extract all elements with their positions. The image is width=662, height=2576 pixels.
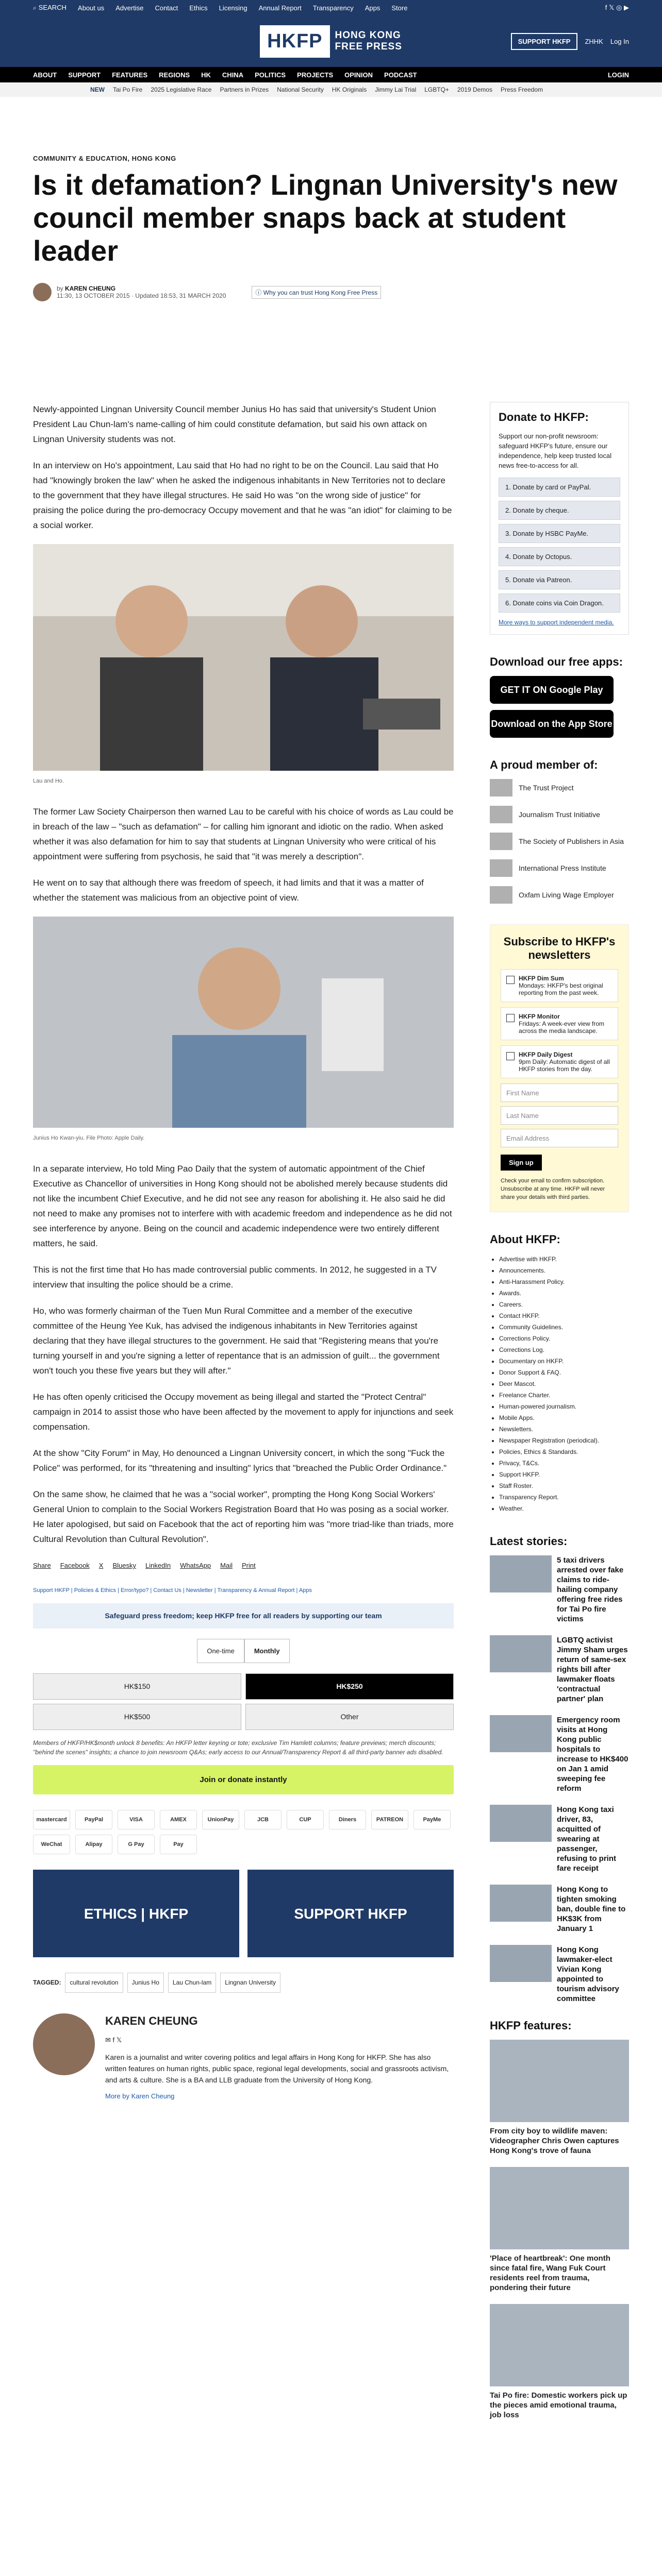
author-avatar[interactable] <box>33 283 52 301</box>
feature-headline[interactable]: From city boy to wildlife maven: Videographer Chris Owen captures Hong Kong's trove of fauna <box>490 2127 619 2155</box>
masthead <box>0 15 662 67</box>
more-ways-link[interactable]: More ways to support independent media. <box>499 619 614 626</box>
author-bio-name[interactable]: KAREN CHEUNG <box>105 2014 198 2027</box>
more-by-author-link[interactable]: More by Karen Cheung <box>105 2092 175 2100</box>
subnav-item[interactable]: HK Originals <box>332 86 367 93</box>
about-title: About HKFP: <box>490 1233 560 1246</box>
about-item[interactable]: • Human-powered journalism. <box>499 1401 629 1412</box>
member-logo <box>490 833 512 850</box>
share-linkedin[interactable]: LinkedIn <box>145 1562 171 1569</box>
share-mail[interactable]: Mail <box>220 1562 233 1569</box>
subnav-item[interactable]: National Security <box>277 86 324 93</box>
donate-option-payme[interactable]: 3. Donate by HSBC PayMe. <box>499 524 620 543</box>
info-icon: ⓘ <box>255 289 263 296</box>
paragraph: In a separate interview, Ho told Ming Pao Daily that the system of automatic appointment of the Chief Executive as Chancellor of universities in Hong Kong should not be abolished merely because students did not like the incumbent Chief Executive, and he did not see any reason for abolishing it. He also said he did not need to make any promises not to interfere with with academic freedom and independence as he did not see interference by anyone. Being on the council and academic independence were two entirely different matters, he said. <box>33 1164 452 1248</box>
ethics-banner[interactable]: ETHICS | HKFP <box>33 1870 239 1957</box>
share-x[interactable]: X <box>98 1562 104 1569</box>
latest-story[interactable] <box>490 1805 629 1873</box>
category-kicker[interactable]: COMMUNITY & EDUCATION, HONG KONG <box>33 155 176 162</box>
first-name-field[interactable]: First Name <box>501 1083 618 1102</box>
freq-monthly[interactable]: Monthly <box>244 1639 290 1663</box>
latest-story[interactable] <box>490 1635 629 1704</box>
about-list <box>490 1253 629 1514</box>
paragraph: At the show "City Forum" in May, Ho denounced a Lingnan University concert, in which the song "Fuck the Police" was performed, for its "threatening and insulting" lyrics that "breached the Public Order Ordinance." <box>33 1448 447 1473</box>
join-donate-button[interactable]: Join or donate instantly <box>33 1765 454 1794</box>
paragraph: On the same show, he claimed that he was a "social worker", prompting the Hong Kong Social Workers' General Union to complain to the Social Workers Registration Board that Ho was posing as a social worker. He later apologised, but said on Facebook that the act of reporting him was "more triad-like than triads, more Cultural Revolution than Cultural Revolution". <box>33 1489 454 1544</box>
article-body <box>33 402 454 2104</box>
about-link[interactable]: About us <box>77 4 105 12</box>
paragraph: The former Law Society Chairperson then warned Lau to be careful with his choice of words as Lau could be in breach of the law – "such as defamation" – for calling him ignorant and idiotic on the radio. When asked whether it was also defamation for him to say that students at Lingnan University who were critical of his appointment were suffering from psychosis, he said that "it was merely a description". <box>33 807 454 861</box>
donate-banner[interactable]: Safeguard press freedom; keep HKFP free for all readers by supporting our team <box>33 1603 454 1629</box>
donate-title: Donate to HKFP: <box>499 411 589 423</box>
main-nav <box>0 67 662 82</box>
email-field[interactable]: Email Address <box>501 1129 618 1147</box>
author-social-icons[interactable]: ✉ f 𝕏 <box>105 2036 122 2044</box>
share-bluesky[interactable]: Bluesky <box>112 1562 136 1569</box>
publish-date: 11:30, 13 OCTOBER 2015 · Updated 18:53, 31 MARCH 2020 <box>57 292 226 299</box>
transparency-link[interactable]: Transparency <box>312 4 354 12</box>
latest-story[interactable] <box>490 1945 629 2004</box>
paragraph: He has often openly criticised the Occupy movement as being illegal and started the "Protect Central" campaign in 2014 to assist those who have been affected by the movement to apply for injunctions and seek compensation. <box>33 1392 454 1432</box>
advertise-link[interactable]: Advertise <box>115 4 144 12</box>
story-headline[interactable]: LGBTQ activist Jimmy Sham urges return of same-sex rights bill after lawmaker floats 'contractual partner' plan <box>557 1636 628 1703</box>
support-links-row[interactable]: Support HKFP | Policies & Ethics | Error/typo? | Contact Us | Newsletter | Transparency & Annual Report | Apps <box>33 1587 312 1594</box>
amount-250[interactable]: HK$250 <box>245 1673 454 1700</box>
contact-link[interactable]: Contact <box>155 4 178 12</box>
freq-one-time[interactable]: One-time <box>197 1639 244 1663</box>
features-title: HKFP features: <box>490 2019 572 2032</box>
subnav-item[interactable]: 2019 Demos <box>457 86 492 93</box>
latest-stories <box>490 1555 629 2004</box>
newsletter-option[interactable]: HKFP Dim Sum Mondays: HKFP's best original reporting from the past week. <box>501 969 618 1002</box>
author-photo[interactable] <box>33 2013 95 2075</box>
member-logo <box>490 806 512 823</box>
about-item[interactable]: • Freelance Charter. <box>499 1389 629 1401</box>
about-item[interactable]: • Announcements. <box>499 1265 629 1276</box>
nav-politics[interactable]: POLITICS <box>255 71 286 79</box>
article-title: Is it defamation? Lingnan University's new council member snaps back at student leader <box>33 168 618 267</box>
latest-title: Latest stories: <box>490 1535 568 1548</box>
about-item[interactable]: • Support HKFP. <box>499 1469 629 1480</box>
nav-login[interactable]: LOGIN <box>607 71 629 79</box>
apps-link[interactable]: Apps <box>365 4 380 12</box>
tag[interactable]: Lingnan University <box>220 1973 280 1993</box>
signup-button[interactable]: Sign up <box>501 1155 542 1171</box>
about-item[interactable]: • Corrections Log. <box>499 1344 629 1355</box>
newsletter-title: Subscribe to HKFP's newsletters <box>503 935 616 961</box>
top-utility-bar <box>0 0 662 15</box>
tag[interactable]: Lau Chun-lam <box>168 1973 216 1993</box>
about-item[interactable]: • Newspaper Registration (periodical). <box>499 1435 629 1446</box>
tags-row <box>33 1973 454 1993</box>
about-item[interactable]: • Anti-Harassment Policy. <box>499 1276 629 1287</box>
gpay-icon: G Pay <box>118 1835 155 1854</box>
feature-story[interactable] <box>490 2167 629 2293</box>
support-hkfp-button[interactable]: SUPPORT HKFP <box>511 33 578 50</box>
applepay-icon: Pay <box>160 1835 197 1854</box>
tag[interactable]: Junius Ho <box>127 1973 164 1993</box>
features-list <box>490 2040 629 2420</box>
donate-option-cheque[interactable]: 2. Donate by cheque. <box>499 501 620 520</box>
nav-about[interactable]: ABOUT <box>33 71 57 79</box>
sidebar <box>490 402 629 2431</box>
trust-link[interactable]: ⓘ Why you can trust Hong Kong Free Press <box>252 286 381 299</box>
ethics-link[interactable]: Ethics <box>189 4 208 12</box>
story-headline[interactable]: Hong Kong to tighten smoking ban, double fine to HK$3K from January 1 <box>557 1885 626 1933</box>
byline <box>33 283 629 301</box>
nav-hk[interactable]: HK <box>201 71 211 79</box>
donate-option-coins[interactable]: 6. Donate coins via Coin Dragon. <box>499 594 620 613</box>
alipay-icon: Alipay <box>75 1835 112 1854</box>
unionpay-icon: UnionPay <box>202 1810 239 1829</box>
member-org[interactable]: Oxfam Living Wage Employer <box>490 886 629 904</box>
member-title: A proud member of: <box>490 758 598 771</box>
tags-label: TAGGED: <box>33 1979 61 1986</box>
story-headline[interactable]: Hong Kong lawmaker-elect Vivian Kong appointed to tourism advisory committee <box>557 1945 619 2003</box>
nav-support[interactable]: SUPPORT <box>68 71 101 79</box>
story-headline[interactable]: Emergency room visits at Hong Kong public hospitals to increase to HK$400 on Jan 1 amid sweeping fee reform <box>557 1716 628 1793</box>
logo-text: HONG KONG FREE PRESS <box>335 30 402 52</box>
story-thumbnail[interactable] <box>490 1945 552 1982</box>
search-link[interactable]: ⌕ SEARCH <box>33 4 67 11</box>
story-thumbnail[interactable] <box>490 1805 552 1842</box>
amex-icon: AMEX <box>160 1810 197 1829</box>
about-item[interactable]: • Weather. <box>499 1503 629 1514</box>
about-item[interactable]: • Newsletters. <box>499 1423 629 1435</box>
feature-headline[interactable]: Tai Po fire: Domestic workers pick up the pieces amid emotional trauma, job loss <box>490 2391 627 2419</box>
newsletter-box <box>490 924 629 1212</box>
story-headline[interactable]: 5 taxi drivers arrested over fake claims to ride-hailing company offering free rides for Tai Po fire victims <box>557 1556 624 1623</box>
donate-option-patreon[interactable]: 5. Donate via Patreon. <box>499 570 620 589</box>
amount-150[interactable]: HK$150 <box>33 1673 241 1700</box>
amount-500[interactable]: HK$500 <box>33 1704 241 1730</box>
story-thumbnail[interactable] <box>490 1635 552 1672</box>
nav-china[interactable]: CHINA <box>222 71 244 79</box>
author-name[interactable]: KAREN CHEUNG <box>65 285 116 292</box>
share-label: Share <box>33 1562 51 1569</box>
member-logo <box>490 886 512 904</box>
story-thumbnail[interactable] <box>490 1715 552 1752</box>
donation-amounts <box>33 1673 454 1730</box>
sub-nav <box>0 82 662 97</box>
feature-image[interactable] <box>490 2040 629 2122</box>
donate-text: Support our non-profit newsroom: safeguard HKFP's future, ensure our independence, help keep trusted local news free-to-access for all. <box>499 432 611 469</box>
about-item[interactable]: • Transparency Report. <box>499 1492 629 1503</box>
about-item[interactable]: • Staff Roster. <box>499 1480 629 1492</box>
donate-option-octopus[interactable]: 4. Donate by Octopus. <box>499 547 620 566</box>
feature-headline[interactable]: 'Place of heartbreak': One month since fatal fire, Wang Fuk Court residents reel from trauma, pondering their future <box>490 2254 610 2292</box>
licensing-link[interactable]: Licensing <box>219 4 247 12</box>
language-toggle[interactable]: ZHHK <box>585 38 603 45</box>
nav-podcast[interactable]: PODCAST <box>384 71 417 79</box>
member-org[interactable]: International Press Institute <box>490 859 629 877</box>
hkfp-logo[interactable] <box>260 25 402 58</box>
share-whatsapp[interactable]: WhatsApp <box>180 1562 211 1569</box>
story-headline[interactable]: Hong Kong taxi driver, 83, acquitted of swearing at passenger, refusing to print fare receipt <box>557 1805 616 1873</box>
checkbox[interactable] <box>506 1052 515 1060</box>
nav-opinion[interactable]: OPINION <box>344 71 373 79</box>
about-item[interactable]: • Awards. <box>499 1287 629 1299</box>
amount-other[interactable]: Other <box>245 1704 454 1730</box>
login-link[interactable]: Log In <box>610 38 629 45</box>
store-link[interactable]: Store <box>391 4 408 12</box>
photo-illustration <box>33 544 454 771</box>
donation-frequency <box>33 1639 454 1663</box>
paragraph: He went on to say that although there was freedom of speech, it had limits and that it was a matter of whether the statement was malicious from an objective point of view. <box>33 878 424 903</box>
donate-box <box>490 402 629 635</box>
paragraph: Ho, who was formerly chairman of the Tuen Mun Rural Committee and a member of the executive committee of the Heung Yee Kuk, has advised the indigenous inhabitants in New Territories against declaring that they have illegal structures to the government. He said that "Registering means that you're turning yourself in and you're signing a letter of repentance that is an admission of guilt... the government won't touch you these five years but they will after." <box>33 1306 440 1376</box>
newsletter-option[interactable]: HKFP Daily Digest 9pm Daily: Automatic digest of all HKFP stories from the day. <box>501 1045 618 1078</box>
wechat-icon: WeChat <box>33 1835 70 1854</box>
annual-report-link[interactable]: Annual Report <box>258 4 302 12</box>
about-item[interactable]: • Mobile Apps. <box>499 1412 629 1423</box>
jcb-icon: JCB <box>244 1810 282 1829</box>
about-item[interactable]: • Corrections Policy. <box>499 1333 629 1344</box>
social-icons[interactable]: f 𝕏 ◎ ▶ <box>605 4 629 11</box>
promo-banners <box>33 1870 454 1957</box>
diners-icon: Diners <box>329 1810 366 1829</box>
member-org[interactable]: The Society of Publishers in Asia <box>490 833 629 850</box>
subnav-item[interactable]: Partners in Prizes <box>220 86 269 93</box>
logo-mark: HKFP <box>260 25 329 58</box>
about-item[interactable]: • Documentary on HKFP. <box>499 1355 629 1367</box>
about-item[interactable]: • Donor Support & FAQ. <box>499 1367 629 1378</box>
member-logo <box>490 779 512 796</box>
member-org[interactable]: The Trust Project <box>490 779 629 796</box>
nav-projects[interactable]: PROJECTS <box>297 71 334 79</box>
article-photo-junius-ho <box>33 917 454 1128</box>
member-logo <box>490 859 512 877</box>
paragraph: This is not the first time that Ho has made controversial public comments. In 2012, he suggested in a TV interview that insulting the police should be a crime. <box>33 1265 437 1290</box>
subnav-item[interactable]: Tai Po Fire <box>113 86 143 93</box>
about-item[interactable]: • Careers. <box>499 1299 629 1310</box>
about-item[interactable]: • Policies, Ethics & Standards. <box>499 1446 629 1458</box>
subnav-item[interactable]: LGBTQ+ <box>424 86 449 93</box>
cup-icon: CUP <box>287 1810 324 1829</box>
share-bar <box>33 1558 454 1573</box>
subnav-item[interactable]: Press Freedom <box>500 86 543 93</box>
latest-story[interactable] <box>490 1555 629 1624</box>
share-print[interactable]: Print <box>241 1562 256 1569</box>
paragraph: In an interview on Ho's appointment, Lau said that Ho had no right to be on the Council. Lau said that Ho had "knowingly broken the law" when he asked the indigenous inhabitants in New Territories not to declare to the government that they have illegal structures. He said Ho was "on the wrong side of justice" for praising the police during the pro-democracy Occupy movement and that he was "an idiot" for claiming to be a social worker. <box>33 461 452 530</box>
tag[interactable]: cultural revolution <box>65 1973 123 1993</box>
checkbox[interactable] <box>506 1014 515 1022</box>
google-play-badge[interactable]: GET IT ON Google Play <box>490 676 614 704</box>
app-store-badge[interactable]: Download on the App Store <box>490 710 614 738</box>
story-thumbnail[interactable] <box>490 1885 552 1922</box>
feature-image[interactable] <box>490 2304 629 2386</box>
about-item[interactable]: • Deer Mascot. <box>499 1378 629 1389</box>
article-header <box>33 155 629 301</box>
subnav-item[interactable]: 2025 Legislative Race <box>151 86 212 93</box>
newsletter-option[interactable]: HKFP Monitor Fridays: A week-ever view from across the media landscape. <box>501 1007 618 1040</box>
new-badge: NEW <box>90 86 105 93</box>
search-icon: ⌕ <box>33 4 37 11</box>
about-item[interactable]: • Advertise with HKFP. <box>499 1253 629 1265</box>
donate-option-card[interactable]: 1. Donate by card or PayPal. <box>499 478 620 497</box>
subnav-item[interactable]: Jimmy Lai Trial <box>375 86 417 93</box>
visa-icon: VISA <box>118 1810 155 1829</box>
article-photo-lau-and-ho <box>33 544 454 771</box>
author-bio <box>33 2013 454 2104</box>
about-item[interactable]: • Community Guidelines. <box>499 1321 629 1333</box>
member-org[interactable]: Journalism Trust Initiative <box>490 806 629 823</box>
feature-story[interactable] <box>490 2040 629 2156</box>
nav-regions[interactable]: REGIONS <box>159 71 190 79</box>
support-banner[interactable]: SUPPORT HKFP <box>247 1870 454 1957</box>
nav-features[interactable]: FEATURES <box>112 71 148 79</box>
apps-title: Download our free apps: <box>490 655 623 668</box>
photo-caption: Lau and Ho. <box>33 778 64 784</box>
checkbox[interactable] <box>506 976 515 984</box>
about-item[interactable]: • Contact HKFP. <box>499 1310 629 1321</box>
patreon-icon: PATREON <box>371 1810 408 1829</box>
author-bio-text: Karen is a journalist and writer covering politics and legal affairs in Hong Kong for HKFP. She has also written features on human rights, public space, regional legal developments, social and grassroots activism, and arts & culture. She is a BA and LLB graduate from the University of Hong Kong. <box>105 2053 449 2084</box>
paragraph: Newly-appointed Lingnan University Council member Junius Ho has said that university's Student Union President Lau Chun-lam's name-calling of him could constitute defamation, but said his own attack on Lingnan University students was not. <box>33 404 436 444</box>
about-item[interactable]: • Privacy, T&Cs. <box>499 1458 629 1469</box>
paypal-icon: PayPal <box>75 1810 112 1829</box>
by-label: by <box>57 285 63 292</box>
newsletter-note: Check your email to confirm subscription. Unsubscribe at any time. HKFP will never share your details with third parties. <box>501 1178 605 1200</box>
member-benefits-note: Members of HKFP/HK$month unlock 8 benefits: An HKFP letter keyring or tote; exclusive Tim Hamlett columns; feature previews; merch discounts; "behind the scenes" insights; a chance to join newsroom Q&As; early access to our Annual/Transparency Report & all third-party banner ads disabled. <box>33 1739 443 1756</box>
story-thumbnail[interactable] <box>490 1555 552 1592</box>
feature-image[interactable] <box>490 2167 629 2249</box>
photo-illustration <box>33 917 454 1128</box>
latest-story[interactable] <box>490 1715 629 1793</box>
share-facebook[interactable]: Facebook <box>60 1562 90 1569</box>
latest-story[interactable] <box>490 1885 629 1934</box>
photo-caption: Junius Ho Kwan-yiu. File Photo: Apple Daily. <box>33 1135 145 1141</box>
feature-story[interactable] <box>490 2304 629 2420</box>
mastercard-icon: mastercard <box>33 1810 70 1829</box>
payme-icon: PayMe <box>413 1810 451 1829</box>
last-name-field[interactable]: Last Name <box>501 1106 618 1125</box>
payment-methods <box>33 1810 454 1854</box>
